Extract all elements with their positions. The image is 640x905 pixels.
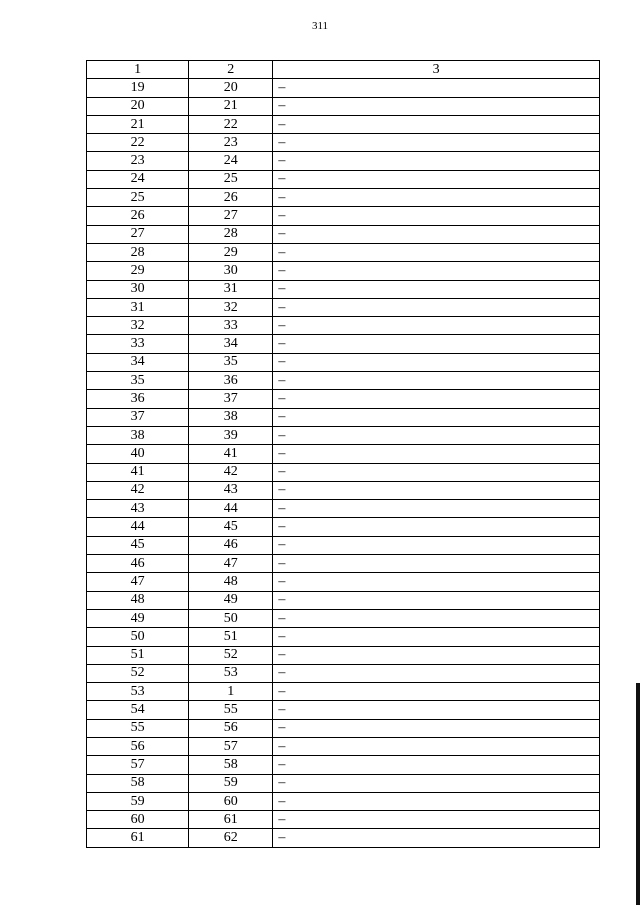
column-header-2: 2 [189, 61, 273, 79]
table-cell-col-3: – [273, 408, 600, 426]
table-cell-col-2: 41 [189, 445, 273, 463]
table-cell-col-3: – [273, 97, 600, 115]
table-cell-col-3: – [273, 719, 600, 737]
table-row [87, 353, 600, 371]
table-cell-col-1: 43 [87, 500, 189, 518]
table-row [87, 134, 600, 152]
table-body [87, 79, 600, 847]
table-cell-col-3: – [273, 591, 600, 609]
table-cell-col-2: 58 [189, 756, 273, 774]
table-row [87, 335, 600, 353]
table-row [87, 518, 600, 536]
table-row [87, 719, 600, 737]
table-cell-col-3: – [273, 262, 600, 280]
table-cell-col-3: – [273, 481, 600, 499]
table-cell-col-1: 19 [87, 79, 189, 97]
table-cell-col-2: 36 [189, 372, 273, 390]
table-cell-col-1: 47 [87, 573, 189, 591]
table-row [87, 372, 600, 390]
table-cell-col-2: 35 [189, 353, 273, 371]
table-cell-col-2: 28 [189, 225, 273, 243]
table-cell-col-1: 48 [87, 591, 189, 609]
table-cell-col-1: 29 [87, 262, 189, 280]
table-row [87, 225, 600, 243]
table-cell-col-2: 34 [189, 335, 273, 353]
table-cell-col-3: – [273, 152, 600, 170]
table-cell-col-2: 49 [189, 591, 273, 609]
table-cell-col-1: 51 [87, 646, 189, 664]
table-cell-col-1: 22 [87, 134, 189, 152]
column-header-1: 1 [87, 61, 189, 79]
table-cell-col-3: – [273, 500, 600, 518]
table-cell-col-3: – [273, 134, 600, 152]
table-cell-col-2: 46 [189, 536, 273, 554]
table-cell-col-3: – [273, 829, 600, 847]
table-row [87, 115, 600, 133]
table-cell-col-3: – [273, 170, 600, 188]
table-cell-col-3: – [273, 756, 600, 774]
table-cell-col-2: 48 [189, 573, 273, 591]
table-row [87, 445, 600, 463]
table-row [87, 97, 600, 115]
table-row [87, 390, 600, 408]
table-row [87, 683, 600, 701]
table-cell-col-2: 21 [189, 97, 273, 115]
table-cell-col-3: – [273, 628, 600, 646]
table-cell-col-3: – [273, 390, 600, 408]
table-cell-col-1: 50 [87, 628, 189, 646]
table-cell-col-2: 51 [189, 628, 273, 646]
table-cell-col-3: – [273, 335, 600, 353]
table-row [87, 591, 600, 609]
table-row [87, 774, 600, 792]
table-cell-col-1: 54 [87, 701, 189, 719]
table-cell-col-1: 61 [87, 829, 189, 847]
table-row [87, 426, 600, 444]
table-cell-col-1: 37 [87, 408, 189, 426]
table-row [87, 628, 600, 646]
table-cell-col-1: 45 [87, 536, 189, 554]
table-cell-col-1: 20 [87, 97, 189, 115]
table-cell-col-2: 53 [189, 664, 273, 682]
table-cell-col-2: 52 [189, 646, 273, 664]
table-cell-col-1: 49 [87, 609, 189, 627]
table-row [87, 170, 600, 188]
table-cell-col-1: 34 [87, 353, 189, 371]
table-cell-col-2: 1 [189, 683, 273, 701]
header-row [87, 61, 600, 79]
table-row [87, 573, 600, 591]
table-cell-col-3: – [273, 298, 600, 316]
table-cell-col-2: 47 [189, 555, 273, 573]
table-row [87, 811, 600, 829]
table-header [87, 61, 600, 79]
table-cell-col-2: 61 [189, 811, 273, 829]
table-cell-col-1: 41 [87, 463, 189, 481]
table-cell-col-1: 42 [87, 481, 189, 499]
table-cell-col-3: – [273, 774, 600, 792]
table-cell-col-1: 59 [87, 792, 189, 810]
table-cell-col-1: 36 [87, 390, 189, 408]
table-row [87, 152, 600, 170]
table-cell-col-3: – [273, 445, 600, 463]
table-cell-col-3: – [273, 317, 600, 335]
table-cell-col-1: 53 [87, 683, 189, 701]
table-cell-col-1: 56 [87, 737, 189, 755]
table-cell-col-3: – [273, 811, 600, 829]
table-row [87, 298, 600, 316]
table-row [87, 79, 600, 97]
table-cell-col-1: 25 [87, 189, 189, 207]
table-cell-col-2: 42 [189, 463, 273, 481]
table-cell-col-2: 62 [189, 829, 273, 847]
table-cell-col-1: 35 [87, 372, 189, 390]
table-cell-col-1: 23 [87, 152, 189, 170]
table-cell-col-1: 32 [87, 317, 189, 335]
table-row [87, 756, 600, 774]
table-cell-col-3: – [273, 609, 600, 627]
table-cell-col-1: 38 [87, 426, 189, 444]
table-cell-col-3: – [273, 426, 600, 444]
table-cell-col-2: 43 [189, 481, 273, 499]
table-cell-col-2: 56 [189, 719, 273, 737]
table-cell-col-2: 38 [189, 408, 273, 426]
table-cell-col-1: 52 [87, 664, 189, 682]
table-cell-col-1: 31 [87, 298, 189, 316]
table-cell-col-2: 22 [189, 115, 273, 133]
table-cell-col-2: 33 [189, 317, 273, 335]
table-row [87, 555, 600, 573]
table-cell-col-3: – [273, 737, 600, 755]
table-cell-col-3: – [273, 115, 600, 133]
table-cell-col-2: 26 [189, 189, 273, 207]
table-row [87, 463, 600, 481]
table-cell-col-3: – [273, 683, 600, 701]
scan-edge-mark [636, 683, 640, 905]
table-cell-col-1: 55 [87, 719, 189, 737]
table-cell-col-2: 60 [189, 792, 273, 810]
table-row [87, 408, 600, 426]
table-cell-col-1: 57 [87, 756, 189, 774]
table-cell-col-3: – [273, 353, 600, 371]
table-cell-col-1: 28 [87, 243, 189, 261]
table-row [87, 317, 600, 335]
table-cell-col-1: 58 [87, 774, 189, 792]
table-cell-col-3: – [273, 372, 600, 390]
table-cell-col-3: – [273, 79, 600, 97]
table-cell-col-2: 29 [189, 243, 273, 261]
table-row [87, 481, 600, 499]
table-row [87, 536, 600, 554]
table-cell-col-2: 59 [189, 774, 273, 792]
data-table [86, 60, 600, 848]
table-row [87, 243, 600, 261]
table-cell-col-2: 20 [189, 79, 273, 97]
table-cell-col-1: 44 [87, 518, 189, 536]
table-cell-col-1: 33 [87, 335, 189, 353]
table-row [87, 829, 600, 847]
table-cell-col-2: 32 [189, 298, 273, 316]
table-cell-col-2: 45 [189, 518, 273, 536]
table-cell-col-3: – [273, 646, 600, 664]
table-cell-col-1: 40 [87, 445, 189, 463]
table-cell-col-3: – [273, 518, 600, 536]
table-row [87, 664, 600, 682]
table-cell-col-1: 46 [87, 555, 189, 573]
table-cell-col-2: 30 [189, 262, 273, 280]
table-cell-col-2: 23 [189, 134, 273, 152]
table-row [87, 207, 600, 225]
table-row [87, 737, 600, 755]
table-cell-col-3: – [273, 555, 600, 573]
table-cell-col-2: 39 [189, 426, 273, 444]
table-cell-col-2: 37 [189, 390, 273, 408]
table-cell-col-2: 31 [189, 280, 273, 298]
table-cell-col-3: – [273, 225, 600, 243]
table-row [87, 262, 600, 280]
table-row [87, 280, 600, 298]
table-cell-col-3: – [273, 701, 600, 719]
column-header-3: 3 [273, 61, 600, 79]
table-cell-col-3: – [273, 189, 600, 207]
table-cell-col-1: 21 [87, 115, 189, 133]
table-cell-col-2: 27 [189, 207, 273, 225]
table-cell-col-1: 30 [87, 280, 189, 298]
table-cell-col-2: 25 [189, 170, 273, 188]
table-row [87, 792, 600, 810]
table-cell-col-1: 27 [87, 225, 189, 243]
table-cell-col-1: 24 [87, 170, 189, 188]
table-cell-col-3: – [273, 536, 600, 554]
table-cell-col-3: – [273, 280, 600, 298]
table-cell-col-3: – [273, 207, 600, 225]
table-cell-col-1: 60 [87, 811, 189, 829]
table-row [87, 500, 600, 518]
table-row [87, 701, 600, 719]
table-row [87, 646, 600, 664]
table-row [87, 189, 600, 207]
table-cell-col-3: – [273, 664, 600, 682]
table-cell-col-2: 24 [189, 152, 273, 170]
table-cell-col-3: – [273, 792, 600, 810]
table-cell-col-3: – [273, 573, 600, 591]
table-cell-col-1: 26 [87, 207, 189, 225]
table-cell-col-2: 44 [189, 500, 273, 518]
table-cell-col-3: – [273, 243, 600, 261]
table-cell-col-2: 57 [189, 737, 273, 755]
table-row [87, 609, 600, 627]
table-cell-col-2: 50 [189, 609, 273, 627]
page-number: 311 [311, 20, 329, 32]
table-cell-col-2: 55 [189, 701, 273, 719]
table-cell-col-3: – [273, 463, 600, 481]
